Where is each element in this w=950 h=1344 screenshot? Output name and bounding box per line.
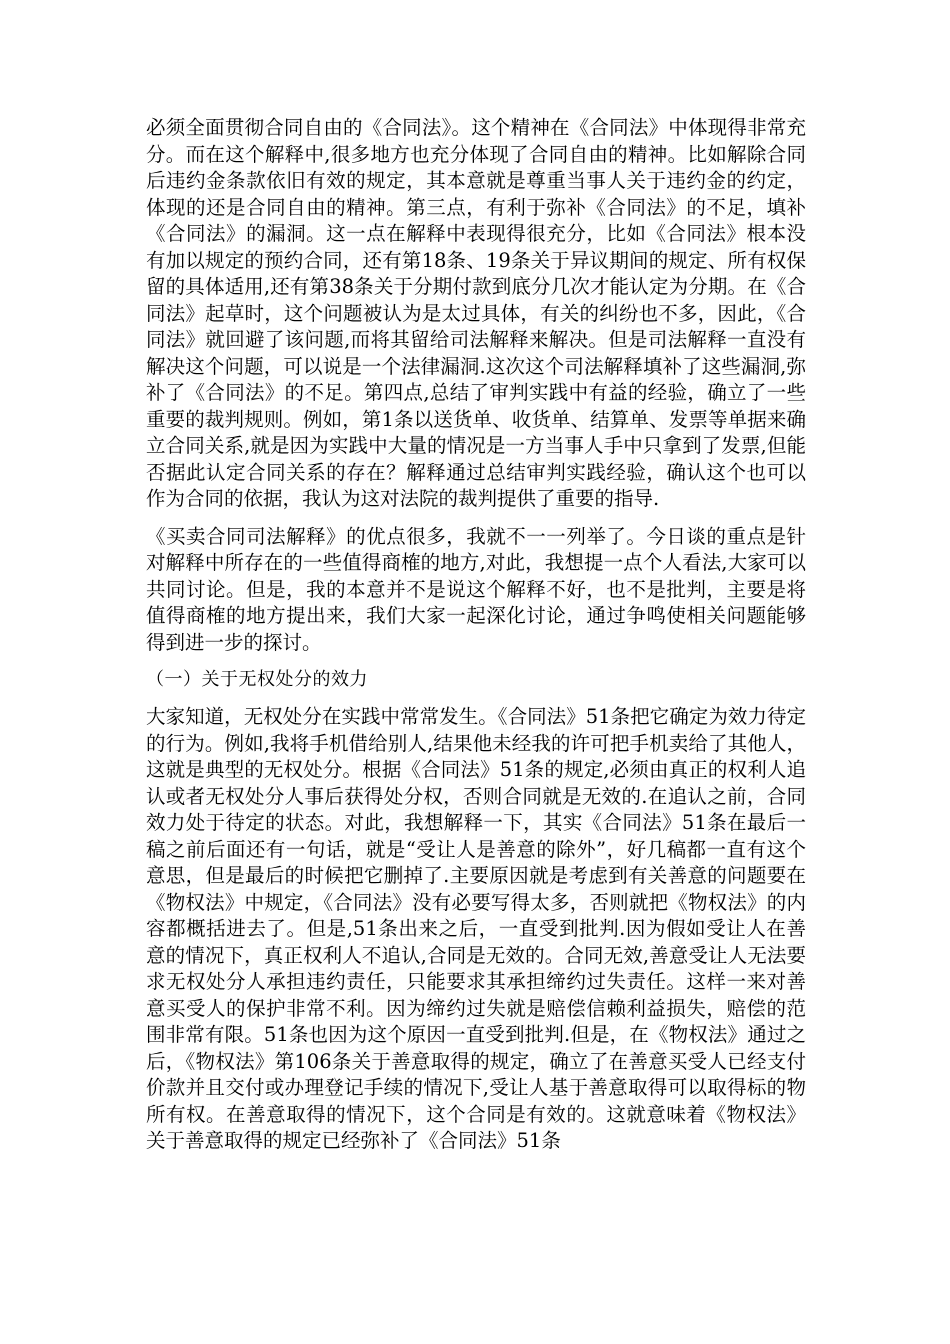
body-paragraph-2: 《买卖合同司法解释》的优点很多，我就不一一列举了。今日谈的重点是针对解释中所存在的一些值得商榷的地方,对此，我想提一点个人看法,大家可以共同讨论。但是，我的本意并不是说这个解释不好，也不是批判，主要是将值得商榷的地方提出来，我们大家一起深化讨论，通过争鸣使相关问题能够得到进一步的探讨。 — [146, 524, 806, 654]
body-paragraph-3: 大家知道，无权处分在实践中常常发生。《合同法》51条把它确定为效力待定的行为。例如,我将手机借给别人,结果他未经我的许可把手机卖给了其他人，这就是典型的无权处分。根据《合同法》51条的规定,必须由真正的权利人追认或者无权处分人事后获得处分权，否则合同就是无效的.在追认之前，合同效力处于待定的状态。对此，我想解释一下，其实《合同法》51条在最后一稿之前后面还有一句话，就是“受让人是善意的除外”，好几稿都一直有这个意思，但是最后的时候把它删掉了.主要原因就是考虑到有关善意的问题要在《物权法》中规定，《合同法》没有必要写得太多，否则就把《物权法》的内容都概括进去了。但是,51条出来之后，一直受到批判.因为假如受让人在善意的情况下，真正权利人不追认,合同是无效的。合同无效,善意受让人无法要求无权处分人承担违约责任，只能要求其承担缔约过失责任。这样一来对善意买受人的保护非常不利。因为缔约过失就是赔偿信赖利益损失，赔偿的范围非常有限。51条也因为这个原因一直受到批判.但是，在《物权法》通过之后，《物权法》第106条关于善意取得的规定，确立了在善意买受人已经支付价款并且交付或办理登记手续的情况下,受让人基于善意取得可以取得标的物所有权。在善意取得的情况下，这个合同是有效的。这就意味着《物权法》关于善意取得的规定已经弥补了《合同法》51条 — [146, 705, 806, 1152]
section-heading: （一）关于无权处分的效力 — [146, 669, 368, 690]
document-page — [146, 115, 806, 1155]
body-paragraph-1: 必须全面贯彻合同自由的《合同法》。这个精神在《合同法》中体现得非常充分。而在这个解释中,很多地方也充分体现了合同自由的精神。比如解除合同后违约金条款依旧有效的规定，其本意就是尊重当事人关于违约金的约定，体现的还是合同自由的精神。第三点，有利于弥补《合同法》的不足，填补《合同法》的漏洞。这一点在解释中表现得很充分，比如《合同法》根本没有加以规定的预约合同，还有第18条、19条关于异议期间的规定、所有权保留的具体适用,还有第38条关于分期付款到底分几次才能认定为分期。在《合同法》起草时，这个问题被认为是太过具体，有关的纠纷也不多，因此，《合同法》就回避了该问题,而将其留给司法解释来解决。但是司法解释一直没有解决这个问题，可以说是一个法律漏洞.这次这个司法解释填补了这些漏洞,弥补了《合同法》的不足。第四点,总结了审判实践中有益的经验，确立了一些重要的裁判规则。例如，第1条以送货单、收货单、结算单、发票等单据来确立合同关系,就是因为实践中大量的情况是一方当事人手中只拿到了发票,但能否据此认定合同关系的存在？解释通过总结审判实践经验，确认这个也可以作为合同的依据，我认为这对法院的裁判提供了重要的指导. — [146, 116, 806, 510]
